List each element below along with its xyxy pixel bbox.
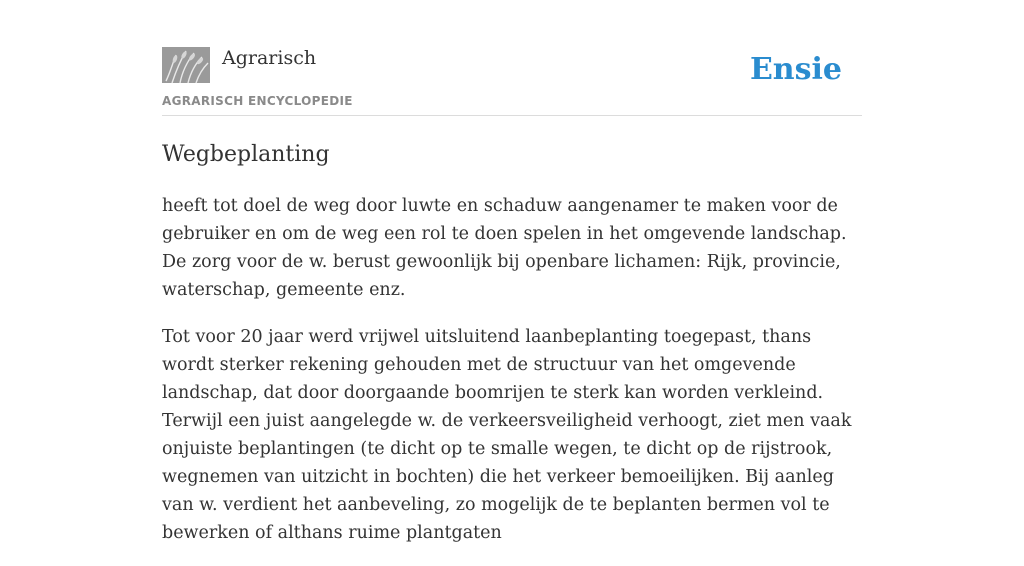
source-header [162,0,862,116]
entry-body [162,192,862,566]
body-paragraph: heeft tot doel de weg door luwte en schaduw aangenamer te maken voor de gebruiker en om de weg een rol te doen spelen in het omgevende landschap. De zorg voor de w. berust gewoonlijk bij openbare lichamen: Rijk, provincie, waterschap, gemeente enz. [162,196,847,300]
source-title[interactable]: Agrarisch [222,47,317,69]
body-paragraph: Tot voor 20 jaar werd vrijwel uitsluitend laanbeplanting toegepast, thans wordt sterker rekening gehouden met de structuur van het omgevende landschap, dat door doorgaande boomrijen te sterk kan worden verkleind. Terwijl een juist aangelegde w. de verkeersveiligheid verhoogt, ziet men vaak onjuiste beplantingen (te dicht op te smalle wegen, te dicht op de rijstrook, wegnemen van uitzicht in bochten) die het verkeer bemoeilijken. Bij aanleg van w. verdient het aanbeveling, zo mogelijk de te beplanten bermen vol te bewerken of althans ruime plantgaten [162,327,852,543]
wheat-icon[interactable] [162,47,210,83]
page-title: Wegbeplanting [162,142,330,167]
content-container [162,0,862,543]
source-subtitle: AGRARISCH ENCYCLOPEDIE [162,94,353,108]
brand-logo-link[interactable]: Ensie [749,52,842,87]
